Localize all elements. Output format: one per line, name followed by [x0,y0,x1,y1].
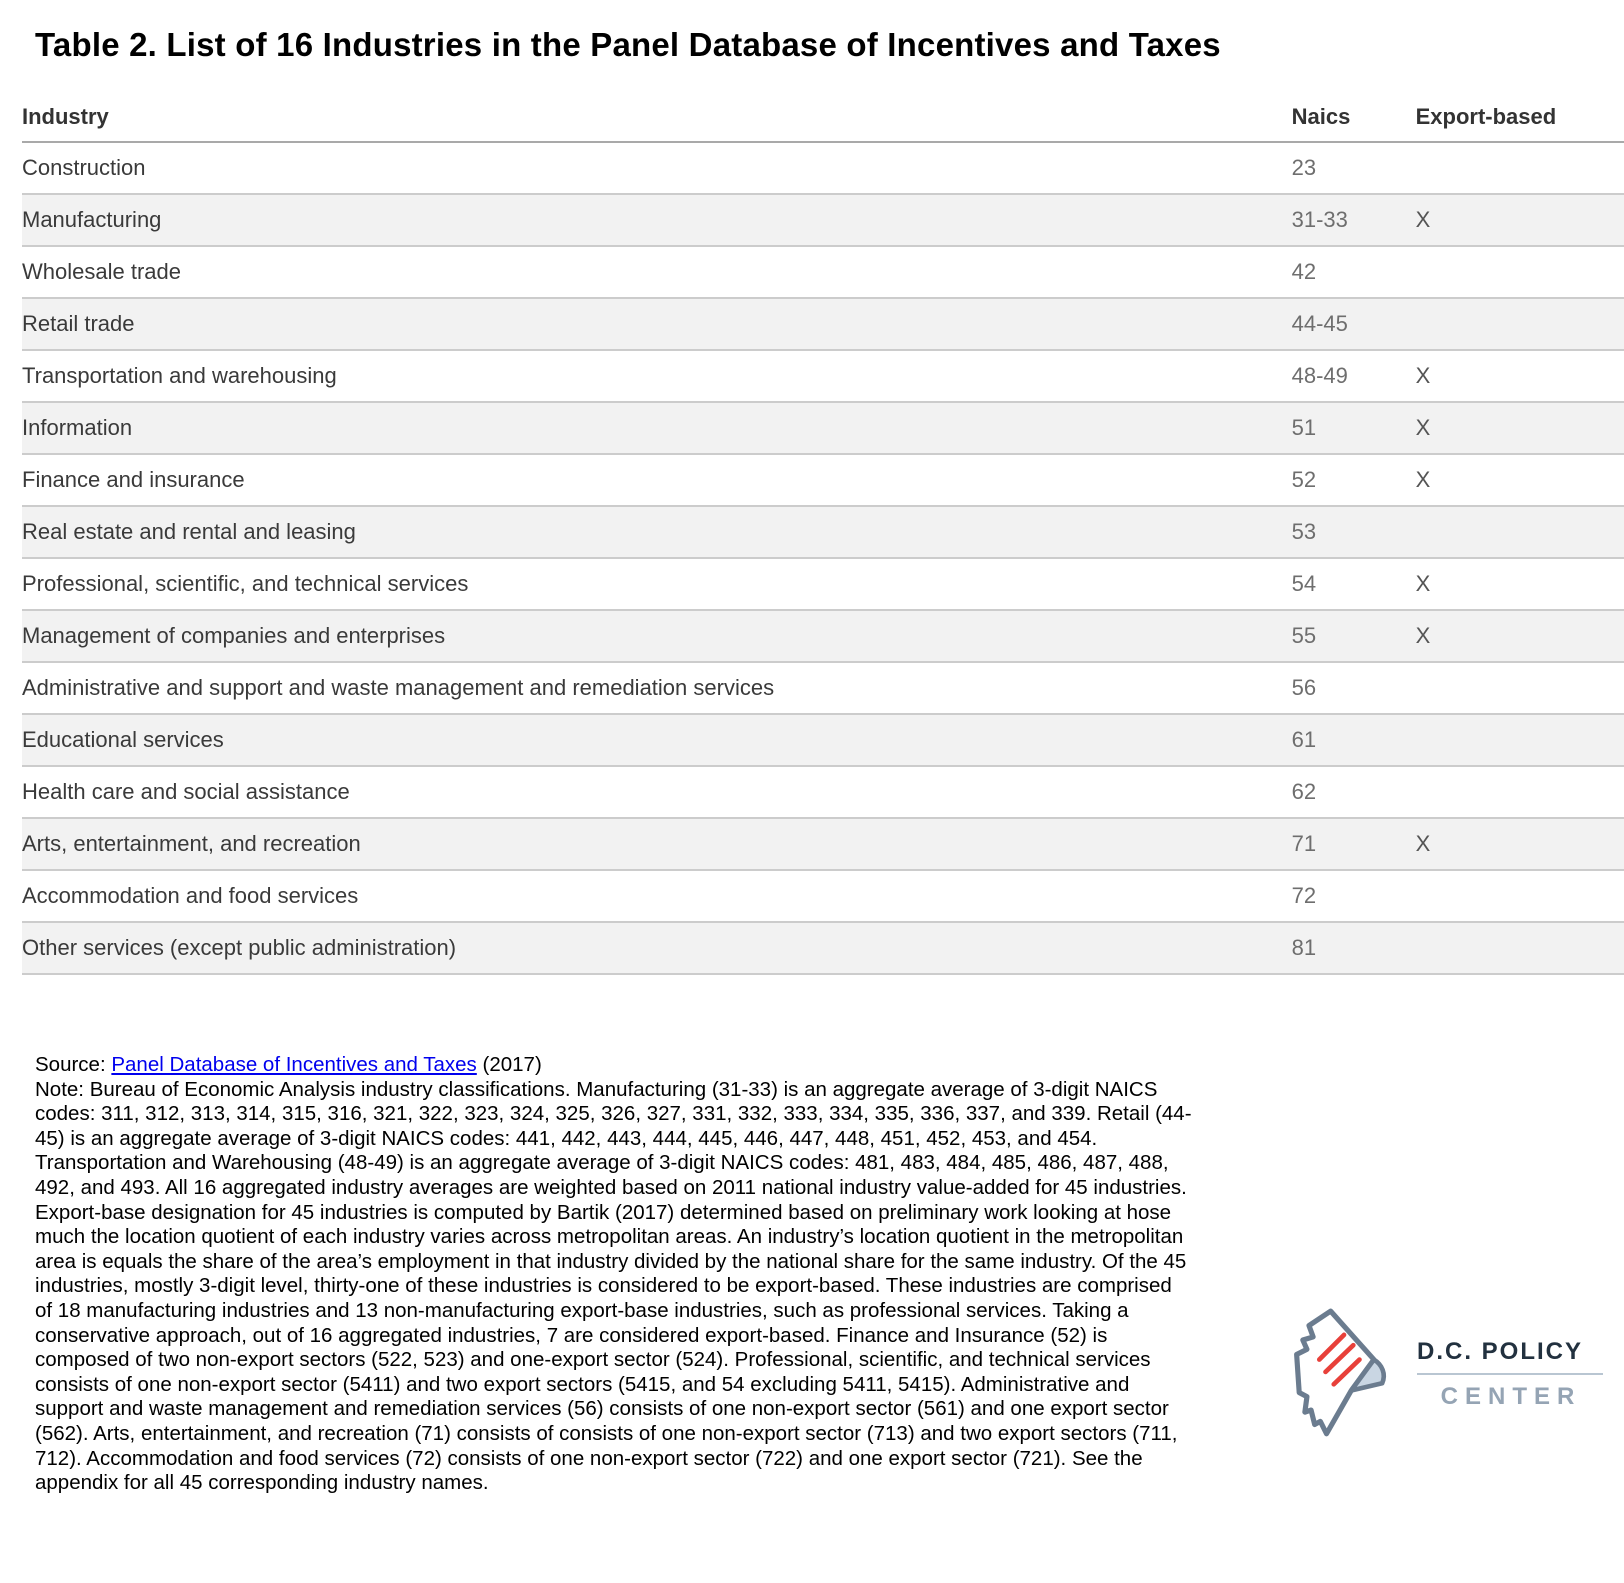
table-header [22,98,1624,142]
export-based-cell [1416,714,1624,766]
export-based-cell [1416,870,1624,922]
table-row [22,246,1624,298]
source-label: Source: [35,1053,112,1076]
source-year: (2017) [476,1053,542,1076]
dc-policy-center-logo [1291,1304,1611,1444]
industry-cell: Management of companies and enterprises [22,610,1292,662]
naics-cell: 72 [1292,870,1416,922]
export-based-cell: X [1416,610,1624,662]
table-row [22,922,1624,974]
industry-cell: Transportation and warehousing [22,350,1292,402]
logo-title: D.C. POLICY [1417,1337,1584,1365]
industry-cell: Information [22,402,1292,454]
naics-cell: 42 [1292,246,1416,298]
naics-cell: 61 [1292,714,1416,766]
source-line [35,1053,1193,1078]
industry-cell: Wholesale trade [22,246,1292,298]
industry-cell: Real estate and rental and leasing [22,506,1292,558]
logo-subtitle: CENTER [1440,1382,1582,1410]
table-row [22,402,1624,454]
naics-cell: 31-33 [1292,194,1416,246]
column-header-industry: Industry [22,98,1292,142]
table-row [22,350,1624,402]
industry-cell: Professional, scientific, and technical services [22,558,1292,610]
source-link[interactable]: Panel Database of Incentives and Taxes [111,1053,477,1076]
naics-cell: 48-49 [1292,350,1416,402]
table-row [22,610,1624,662]
industries-table [22,98,1624,975]
page-title: Table 2. List of 16 Industries in the Panel Database of Incentives and Taxes [35,26,1221,63]
table-row [22,454,1624,506]
table-row [22,818,1624,870]
column-header-naics: Naics [1292,98,1416,142]
column-header-export-based: Export-based [1416,98,1624,142]
table-row [22,194,1624,246]
industry-cell: Accommodation and food services [22,870,1292,922]
naics-cell: 56 [1292,662,1416,714]
export-based-cell [1416,298,1624,350]
dc-map-icon [1291,1306,1395,1442]
footer-text [35,1053,1193,1496]
logo-divider [1417,1373,1603,1375]
industry-cell: Finance and insurance [22,454,1292,506]
naics-cell: 54 [1292,558,1416,610]
industry-cell: Retail trade [22,298,1292,350]
naics-cell: 44-45 [1292,298,1416,350]
naics-cell: 55 [1292,610,1416,662]
naics-cell: 81 [1292,922,1416,974]
export-based-cell [1416,662,1624,714]
naics-cell: 52 [1292,454,1416,506]
table-header-row [22,98,1624,142]
export-based-cell: X [1416,194,1624,246]
table-row [22,558,1624,610]
export-based-cell [1416,922,1624,974]
export-based-cell [1416,766,1624,818]
table-row [22,662,1624,714]
naics-cell: 62 [1292,766,1416,818]
table-row [22,870,1624,922]
table-row [22,766,1624,818]
export-based-cell [1416,246,1624,298]
export-based-cell: X [1416,350,1624,402]
industry-cell: Construction [22,142,1292,194]
table-body [22,142,1624,974]
industry-cell: Manufacturing [22,194,1292,246]
export-based-cell: X [1416,402,1624,454]
logo-text-block [1417,1338,1605,1411]
naics-cell: 53 [1292,506,1416,558]
industry-cell: Arts, entertainment, and recreation [22,818,1292,870]
industry-cell: Health care and social assistance [22,766,1292,818]
export-based-cell [1416,506,1624,558]
industry-cell: Other services (except public administration) [22,922,1292,974]
naics-cell: 71 [1292,818,1416,870]
naics-cell: 23 [1292,142,1416,194]
industry-cell: Administrative and support and waste management and remediation services [22,662,1292,714]
export-based-cell: X [1416,818,1624,870]
table-row [22,142,1624,194]
export-based-cell: X [1416,558,1624,610]
industry-cell: Educational services [22,714,1292,766]
table-row [22,714,1624,766]
export-based-cell [1416,142,1624,194]
export-based-cell: X [1416,454,1624,506]
note-text: Note: Bureau of Economic Analysis industry classifications. Manufacturing (31-33) is an aggregate average of 3-digit NAICS codes: 311, 312, 313, 314, 315, 316, 321, 322, 323, 324, 325, 326, 327, 331, 332, 333, 334, 335, 336, 337, and 339. Retail (44-45) is an aggregate average of 3-digit NAICS codes: 441, 442, 443, 444, 445, 446, 447, 448, 451, 452, 453, and 454. Transportation and Warehousing (48-49) is an aggregate average of 3-digit NAICS codes: 481, 483, 484, 485, 486, 487, 488, 492, and 493. All 16 aggregated industry averages are weighted based on 2011 national industry value-added for 45 industries. Export-base designation for 45 industries is computed by Bartik (2017) determined based on preliminary work looking at hose much the location quotient of each industry varies across metropolitan areas. An industry’s location quotient in the metropolitan area is equals the share of the area’s employment in that industry divided by the national share for the same industry. Of the 45 industries, mostly 3-digit level, thirty-one of these industries is considered to be export-based. These industries are comprised of 18 manufacturing industries and 13 non-manufacturing export-base industries, such as professional services. Taking a conservative approach, out of 16 aggregated industries, 7 are considered export-based. Finance and Insurance (52) is composed of two non-export sectors (522, 523) and one-export sector (524). Professional, scientific, and technical services consists of one non-export sector (5411) and two export sectors (5415, and 54 excluding 5411, 5415). Administrative and support and waste management and remediation services (56) consists of one non-export sector (561) and one export sector (562). Arts, entertainment, and recreation (71) consists of consists of one non-export sector (713) and two export sectors (711, 712). Accommodation and food services (72) consists of one non-export sector (722) and one export sector (721). See the appendix for all 45 corresponding industry names. [35,1077,1192,1495]
naics-cell: 51 [1292,402,1416,454]
table-row [22,506,1624,558]
table-row [22,298,1624,350]
